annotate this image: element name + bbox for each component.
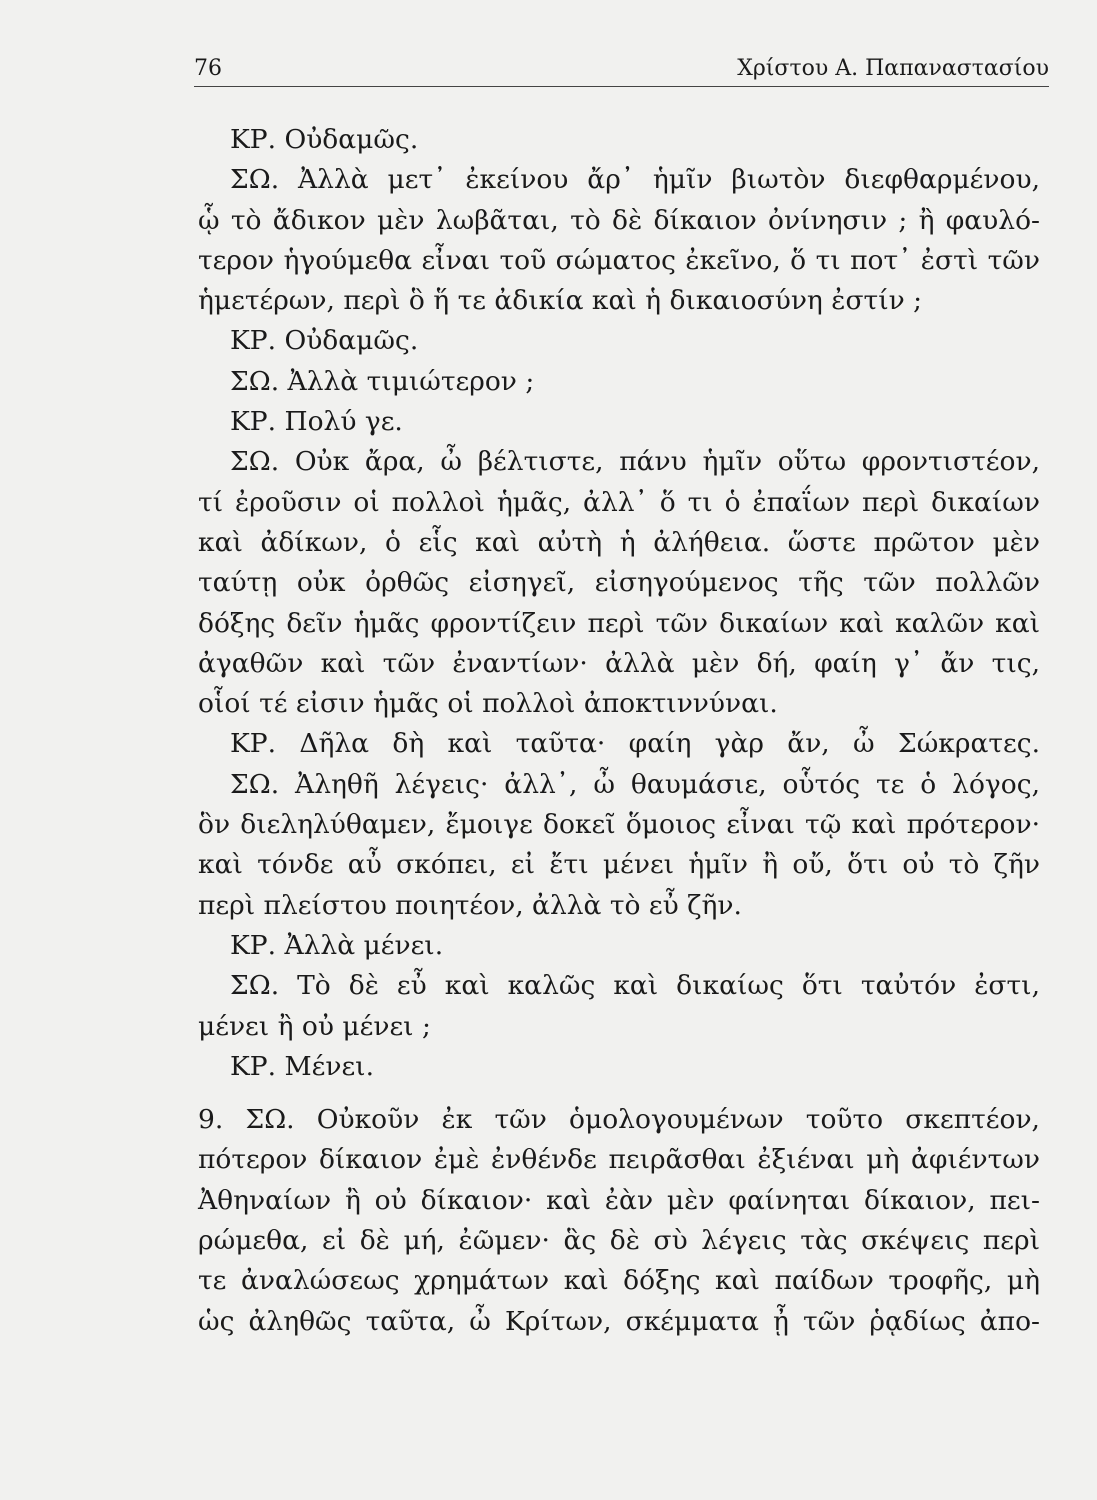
text-line: ΚΡ. Ἀλλὰ μένει.: [230, 929, 444, 961]
text-line: ὃν διεληλύθαμεν, ἔμοιγε δοκεῖ ὅμοιος εἶναι τῷ καὶ πρότερον·: [198, 809, 1040, 841]
text-line: ἀγαθῶν καὶ τῶν ἐναντίων· ἀλλὰ μὲν δή, φαίη γ᾽ ἄν τις,: [198, 647, 1040, 679]
running-head: Χρίστου Α. Παπαναστασίου: [737, 56, 1049, 81]
text-line: καὶ ἀδίκων, ὁ εἷς καὶ αὐτὴ ἡ ἀλήθεια. ὥστε πρῶτον μὲν: [198, 526, 1040, 558]
text-line: περὶ πλείστου ποιητέον, ἀλλὰ τὸ εὖ ζῆν.: [198, 889, 742, 921]
text-line: ΚΡ. Πολύ γε.: [230, 406, 403, 438]
text-line: ΣΩ. Οὐκ ἄρα, ὦ βέλτιστε, πάνυ ἡμῖν οὕτω φροντιστέον,: [230, 446, 1040, 478]
text-line: ΚΡ. Δῆλα δὴ καὶ ταῦτα· φαίη γὰρ ἄν, ὦ Σώκρατες.: [230, 728, 1040, 760]
text-line: οἷοί τέ εἰσιν ἡμᾶς οἱ πολλοὶ ἀποκτιννύναι.: [198, 688, 778, 720]
text-line: ΣΩ. Ἀλλὰ μετ᾽ ἐκείνου ἄρ᾽ ἡμῖν βιωτὸν διεφθαρμένου,: [230, 164, 1040, 196]
text-line: ᾧ τὸ ἄδικον μὲν λωβᾶται, τὸ δὲ δίκαιον ὀνίνησιν ; ἢ φαυλό-: [198, 204, 1040, 236]
text-line: ἡμετέρων, περὶ ὃ ἥ τε ἀδικία καὶ ἡ δικαιοσύνη ἐστίν ;: [198, 285, 923, 317]
text-line: 9. ΣΩ. Οὐκοῦν ἐκ τῶν ὁμολογουμένων τοῦτο σκεπτέον,: [198, 1104, 1040, 1136]
text-line: Ἀθηναίων ἢ οὐ δίκαιον· καὶ ἐὰν μὲν φαίνηται δίκαιον, πει-: [198, 1184, 1040, 1216]
text-line: τε ἀναλώσεως χρημάτων καὶ δόξης καὶ παίδων τροφῆς, μὴ: [198, 1265, 1040, 1297]
text-line: ΚΡ. Οὐδαμῶς.: [230, 124, 419, 155]
text-line: δόξης δεῖν ἡμᾶς φροντίζειν περὶ τῶν δικαίων καὶ καλῶν καὶ: [198, 607, 1040, 639]
text-line: ΣΩ. Ἀληθῆ λέγεις· ἀλλ᾽, ὦ θαυμάσιε, οὗτός τε ὁ λόγος,: [230, 768, 1040, 800]
text-line: ΣΩ. Τὸ δὲ εὖ καὶ καλῶς καὶ δικαίως ὅτι ταὐτόν ἐστι,: [230, 970, 1040, 1002]
text-line: καὶ τόνδε αὖ σκόπει, εἰ ἔτι μένει ἡμῖν ἢ οὔ, ὅτι οὐ τὸ ζῆν: [198, 849, 1040, 881]
text-line: ὡς ἀληθῶς ταῦτα, ὦ Κρίτων, σκέμματα ᾖ τῶν ῥᾳδίως ἀπο-: [198, 1305, 1040, 1337]
text-line: ΣΩ. Ἀλλὰ τιμιώτερον ;: [230, 365, 535, 397]
text-line: ΚΡ. Μένει.: [230, 1050, 374, 1082]
text-line: πότερον δίκαιον ἐμὲ ἐνθένδε πειρᾶσθαι ἐξιέναι μὴ ἀφιέντων: [198, 1144, 1040, 1176]
text-line: τί ἐροῦσιν οἱ πολλοὶ ἡμᾶς, ἀλλ᾽ ὅ τι ὁ ἐπαΐων περὶ δικαίων: [198, 486, 1040, 518]
page-header: [194, 52, 1049, 87]
page-number: 76: [194, 56, 222, 81]
text-line: ΚΡ. Οὐδαμῶς.: [230, 325, 419, 357]
text-line: ταύτῃ οὐκ ὀρθῶς εἰσηγεῖ, εἰσηγούμενος τῆς τῶν πολλῶν: [198, 567, 1040, 599]
body-text: [198, 120, 1040, 1342]
text-line: τερον ἡγούμεθα εἶναι τοῦ σώματος ἐκεῖνο, ὅ τι ποτ᾽ ἐστὶ τῶν: [198, 244, 1040, 276]
text-line: μένει ἢ οὐ μένει ;: [198, 1010, 431, 1042]
text-line: ρώμεθα, εἰ δὲ μή, ἐῶμεν· ἃς δὲ σὺ λέγεις τὰς σκέψεις περὶ: [198, 1225, 1040, 1257]
